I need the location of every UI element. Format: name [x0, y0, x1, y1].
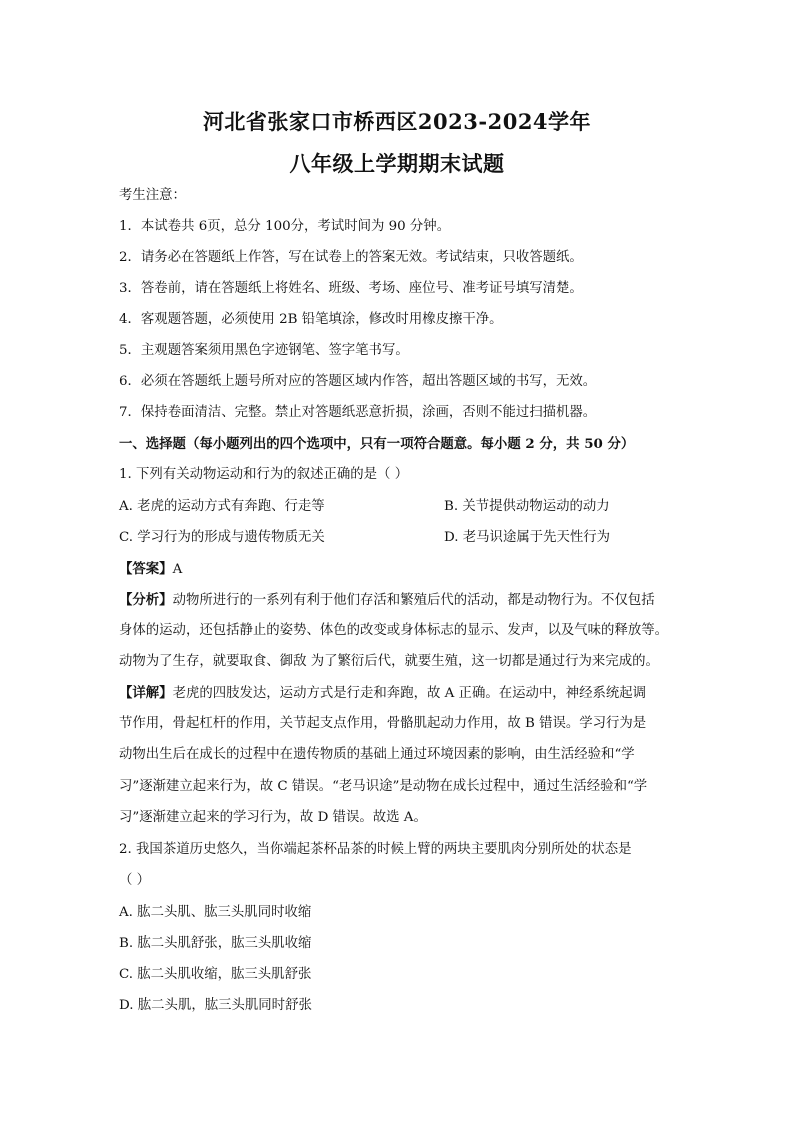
question-2-option-c: C. 肱二头肌收缩，肱三头肌舒张: [119, 967, 312, 982]
detail-tag: 【详解】: [119, 685, 173, 701]
question-2-stem-blank: （ ）: [119, 873, 151, 888]
page-title: 河北省张家口市桥西区2023-2024学年: [202, 109, 592, 134]
page-subtitle: 八年级上学期期末试题: [289, 151, 505, 176]
question-2-option-a: A. 肱二头肌、肱三头肌同时收缩: [119, 905, 312, 920]
notice-item: 7．保持卷面清洁、完整。禁止对答题纸恶意折损，涂画，否则不能过扫描机器。: [119, 405, 597, 420]
analysis-line: [119, 590, 655, 611]
notice-item: 3．答卷前，请在答题纸上将姓名、班级、考场、座位号、准考证号填写清楚。: [119, 281, 583, 296]
detail-text: 习”逐渐建立起来的学习行为，故 D 错误。故选 A。: [119, 810, 427, 825]
answer-line: [119, 559, 182, 580]
answer-value: A: [172, 562, 183, 577]
analysis-text: 动物为了生存，就要取食、御敌 为了繁衍后代，就要生殖，这一切都是通过行为来完成的。: [119, 654, 659, 669]
question-1-option-c: C. 学习行为的形成与遗传物质无关: [119, 530, 325, 545]
question-1-option-a: A. 老虎的运动方式有奔跑、行走等: [119, 499, 325, 514]
notice-heading: 考生注意：: [119, 188, 186, 203]
detail-line: [119, 683, 646, 704]
question-1-stem: 1. 下列有关动物运动和行为的叙述正确的是（ ）: [119, 467, 409, 482]
notice-item: 6．必须在答题纸上题号所对应的答题区域内作答，超出答题区域的书写，无效。: [119, 374, 597, 389]
analysis-text: 身体的运动，还包括静止的姿势、体色的改变或身体标志的显示、发声，以及气味的释放等。: [119, 623, 669, 638]
analysis-text: 动物所进行的一系列有利于他们存活和繁殖后代的活动，都是动物行为。不仅包括: [172, 593, 655, 608]
notice-item: 5．主观题答案须用黑色字迹钢笔、签字笔书写。: [119, 343, 409, 358]
detail-text: 节作用，骨起杠杆的作用，关节起支点作用，骨骼肌起动力作用，故 B 错误。学习行为是: [119, 716, 647, 731]
question-2-stem: 2. 我国茶道历史悠久，当你端起茶杯品茶的时候上臂的两块主要肌肉分别所处的状态是: [119, 842, 632, 857]
question-1-option-d: D. 老马识途属于先天性行为: [444, 530, 611, 545]
question-2-option-b: B. 肱二头肌舒张，肱三头肌收缩: [119, 936, 312, 951]
answer-tag: 【答案】: [119, 561, 173, 577]
notice-item: 2．请务必在答题纸上作答，写在试卷上的答案无效。考试结束，只收答题纸。: [119, 250, 583, 265]
question-2-option-d: D. 肱二头肌，肱三头肌同时舒张: [119, 998, 312, 1013]
detail-text: 动物出生后在成长的过程中在遗传物质的基础上通过环境因素的影响，由生活经验和“学: [119, 747, 635, 762]
notice-item: 1．本试卷共 6页，总分 100分，考试时间为 90 分钟。: [119, 219, 451, 234]
analysis-tag: 【分析】: [119, 592, 173, 608]
question-1-option-b: B. 关节提供动物运动的动力: [444, 499, 610, 514]
notice-item: 4．客观题答题，必须使用 2B 铅笔填涂，修改时用橡皮擦干净。: [119, 312, 503, 327]
section-heading: 一、选择题（每小题列出的四个选项中，只有一项符合题意。每小题 2 分，共 50 分）: [119, 436, 635, 452]
detail-text: 习”逐渐建立起来行为，故 C 错误。“老马识途”是动物在成长过程中，通过生活经验和“学: [119, 779, 648, 794]
detail-text: 老虎的四肢发达，运动方式是行走和奔跑，故 A 正确。在运动中，神经系统起调: [172, 686, 647, 701]
